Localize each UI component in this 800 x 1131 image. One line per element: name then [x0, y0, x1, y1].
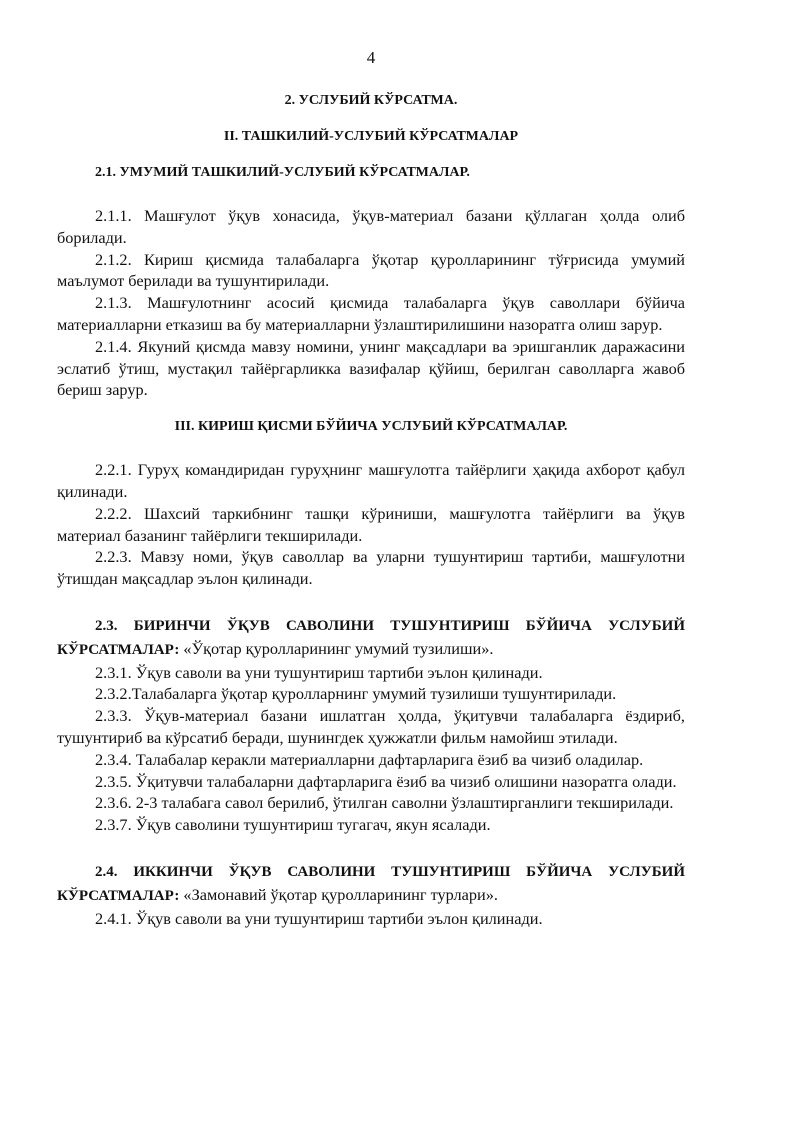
- paragraph-2-3-6: 2.3.6. 2-3 талабага савол берилиб, ўтилган саволни ўзлаштирганлиги текширилади.: [95, 793, 674, 813]
- paragraph-2-1-1: 2.1.1. Машғулот ўқув хонасида, ўқув-материал базани қўллаган ҳолда олиб борилади.: [57, 206, 685, 247]
- paragraph-2-1-3: 2.1.3. Машғулотнинг асосий қисмида талабаларга ўқув саволлари бўйича материалларни етказиш ва бу материалларни ўзлаштирилишини назоратга олиш зарур.: [57, 293, 685, 334]
- page-number: 4: [366, 48, 376, 67]
- heading-usluby-kursatma: 2. УСЛУБИЙ КЎРСАТМА.: [284, 93, 458, 108]
- document-body: [57, 91, 685, 929]
- paragraph-2-2-2: 2.2.2. Шахсий таркибнинг ташқи кўриниши, машғулотга тайёрлиги ва ўқув материал базанинг тайёрлиги текширилади.: [57, 503, 685, 545]
- paragraph-2-2-3: 2.2.3. Мавзу номи, ўқув саволлар ва уларни тушунтириш тартиби, машғулотни ўтишдан мақсадлар эълон қилинади.: [57, 547, 685, 589]
- paragraph-2-3-2: 2.3.2.Талабаларга ўқотар қуролларнинг умумий тузилиши тушунтирилади.: [95, 684, 617, 704]
- paragraph-2-2-1: 2.2.1. Гуруҳ командиридан гуруҳнинг машғулотга тайёрлиги ҳақида ахборот қабул қилинади.: [57, 460, 685, 501]
- paragraph-2-3-1: 2.3.1. Ўқув саволи ва уни тушунтириш тартиби эълон қилинади.: [95, 662, 543, 682]
- heading-section-2-4: [57, 860, 685, 908]
- heading-section-2-3: [57, 614, 685, 662]
- section-2-3-title: 2.3. БИРИНЧИ ЎҚУВ САВОЛИНИ ТУШУНТИРИШ БЎЙИЧА УСЛУБИЙ КЎРСАТМАЛАР:: [57, 617, 685, 658]
- heading-section-kirish: III. КИРИШ ҚИСМИ БЎЙИЧА УСЛУБИЙ КЎРСАТМАЛАР.: [174, 419, 568, 435]
- heading-section-2-1: 2.1. УМУМИЙ ТАШКИЛИЙ-УСЛУБИЙ КЎРСАТМАЛАР.: [95, 165, 470, 180]
- paragraph-2-3-4: 2.3.4. Талабалар керакли материалларни дафтарларига ёзиб ва чизиб оладилар.: [95, 749, 644, 769]
- paragraph-2-1-4: 2.1.4. Якуний қисмда мавзу номини, унинг мақсадлари ва эришганлик даражасини эслатиб ўтиш, мустақил тайёргарликка вазифалар қўйиш, берилган саволларга жавоб бериш зарур.: [57, 336, 685, 400]
- section-2-3-topic: «Ўқотар қуролларининг умумий тузилиши».: [179, 638, 494, 658]
- paragraph-2-3-3: 2.3.3. Ўқув-материал базани ишлатган ҳолда, ўқитувчи талабаларга ёздириб, тушунтириб ва кўрсатиб беради, шунингдек ҳужжатли фильм намойиш этилади.: [57, 706, 685, 747]
- heading-tashkiliy-usluby: II. ТАШКИЛИЙ-УСЛУБИЙ КЎРСАТМАЛАР: [223, 129, 519, 144]
- paragraph-2-3-5: 2.3.5. Ўқитувчи талабаларни дафтарларига ёзиб ва чизиб олишини назоратга олади.: [95, 771, 677, 791]
- section-2-4-topic: «Замонавий ўқотар қуролларининг турлари».: [179, 884, 498, 904]
- section-2-4-title: 2.4. ИККИНЧИ ЎҚУВ САВОЛИНИ ТУШУНТИРИШ БЎЙИЧА УСЛУБИЙ КЎРСАТМАЛАР:: [57, 863, 685, 904]
- paragraph-2-4-1: 2.4.1. Ўқув саволи ва уни тушунтириш тартиби эълон қилинади.: [95, 908, 543, 928]
- paragraph-2-1-2: 2.1.2. Кириш қисмида талабаларга ўқотар қуролларининг тўғрисида умумий маълумот берилади ва тушунтирилади.: [57, 249, 685, 291]
- paragraph-2-3-7: 2.3.7. Ўқув саволини тушунтириш тугагач, якун ясалади.: [95, 815, 491, 835]
